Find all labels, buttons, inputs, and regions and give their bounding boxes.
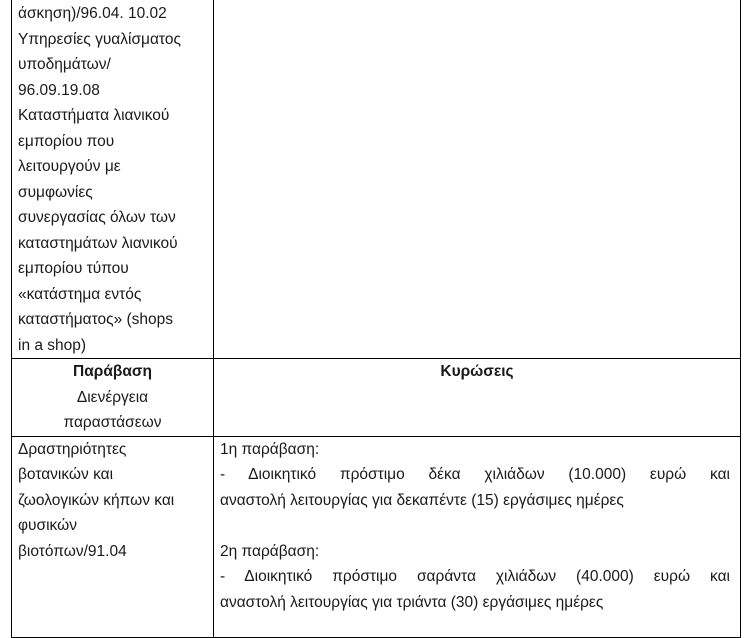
activity-line: συνεργασίας όλων των [18, 209, 176, 226]
activity-line: Δραστηριότητες [18, 440, 127, 458]
activity-line: συμφωνίες [18, 183, 93, 201]
activity-line: άσκηση)/96.04. 10.02 [18, 5, 167, 22]
continued-sanctions-cell [214, 0, 741, 359]
activity-line: υποδημάτων/ [18, 56, 111, 73]
activity-line: βιοτόπων/91.04 [18, 542, 127, 560]
activity-line: «κατάστημα εντός [18, 285, 142, 303]
violation-header-label: Παράβαση [73, 363, 152, 380]
table-row-continued [12, 0, 741, 359]
violation-header-sub: παραστάσεων [63, 414, 162, 431]
sanctions-header-cell [214, 359, 741, 437]
second-violation-title: 2η παράβαση: [220, 542, 320, 560]
table-row [12, 436, 741, 637]
sanctions-table [11, 0, 741, 638]
activity-line: Υπηρεσίες γυαλίσματος [18, 30, 181, 48]
second-violation-suspension: αναστολή λειτουργίας για τριάντα (30) εργάσιμες ημέρες [220, 593, 604, 611]
activity-line: ζωολογικών κήπων και [18, 491, 175, 509]
first-violation-title: 1η παράβαση: [220, 440, 320, 458]
activity-line: in a shop) [18, 336, 87, 354]
sanctions-header-label: Κυρώσεις [440, 363, 514, 380]
activity-line: εμπορίου που [18, 132, 115, 150]
activity-line: καταστήματος» (shops [18, 311, 174, 328]
paragraph-gap [220, 513, 730, 539]
continued-activity-cell [12, 0, 214, 359]
activity-line: βοτανικών και [18, 466, 114, 483]
first-violation-suspension: αναστολή λειτουργίας για δεκαπέντε (15) εργάσιμες ημέρες [220, 491, 624, 509]
activity-cell [12, 436, 214, 637]
first-violation-penalty: - Διοικητικό πρόστιμο δέκα χιλιάδων (10.000) ευρώ και [220, 466, 730, 483]
violation-header-sub: Διενέργεια [76, 388, 149, 406]
second-violation-penalty: - Διοικητικό πρόστιμο σαράντα χιλιάδων (40.000) ευρώ και [220, 568, 730, 585]
sanctions-cell [214, 436, 741, 637]
activity-line: Καταστήματα λιανικού [18, 107, 170, 124]
activity-line: 96.09.19.08 [18, 81, 100, 99]
activity-line: εμπορίου τύπου [18, 260, 129, 277]
activity-line: λειτουργούν με [18, 158, 121, 175]
violation-header-cell [12, 359, 214, 437]
activity-line: φυσικών [18, 517, 77, 534]
table-header-row [12, 359, 741, 437]
activity-line: καταστημάτων λιανικού [18, 234, 178, 252]
